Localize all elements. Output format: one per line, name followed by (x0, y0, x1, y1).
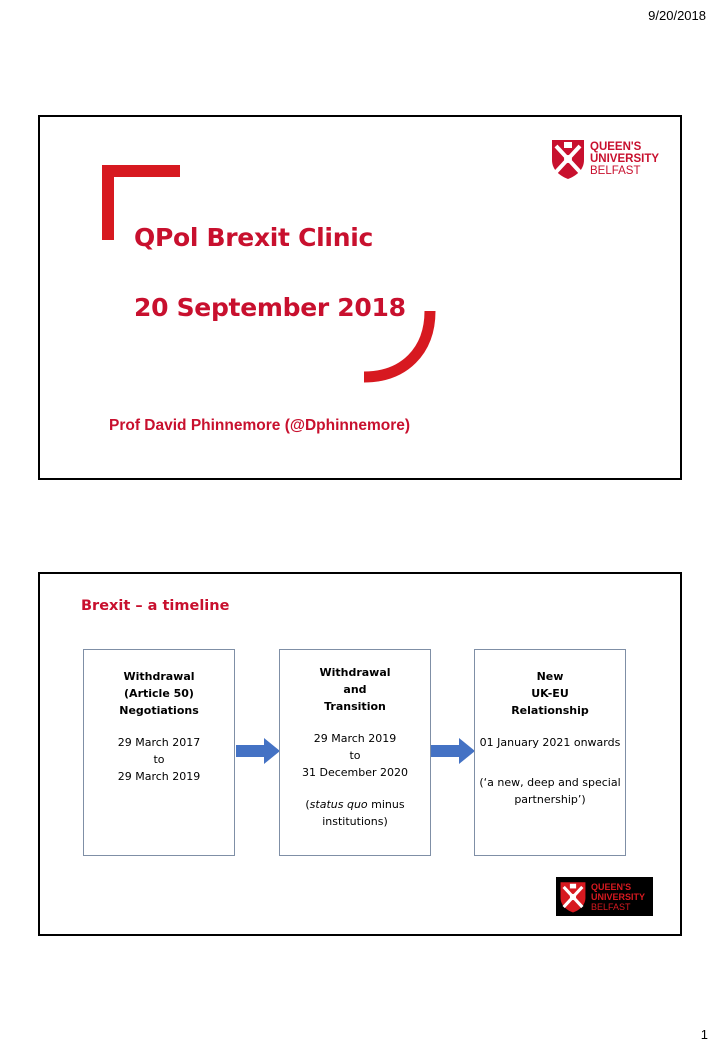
stage-title-line: and (343, 683, 367, 696)
stage-box-negotiations (83, 649, 235, 856)
stage-note: (status quo minus institutions) (280, 796, 430, 830)
timeline-slide (38, 572, 682, 936)
status-quo-italic: status quo (309, 798, 368, 811)
qub-logo-line3: BELFAST (591, 901, 631, 912)
qub-logo-line2: UNIVERSITY (590, 153, 660, 165)
stage-box-relationship (474, 649, 626, 856)
stage-date-line: to (349, 749, 361, 762)
qub-crest-icon (559, 880, 587, 914)
stage-title-line: Relationship (511, 704, 589, 717)
arc-decoration (358, 305, 440, 387)
stage-date-line: 29 March 2017 (117, 736, 201, 749)
stage-date-line: to (153, 753, 165, 766)
page-date: 9/20/2018 (648, 8, 706, 23)
stage-date-line: 29 March 2019 (313, 732, 397, 745)
title-slide (38, 115, 682, 480)
stage-note-line: partnership’) (514, 793, 586, 806)
stage-date-line: 29 March 2019 (117, 770, 201, 783)
qub-logo (550, 135, 666, 183)
qub-crest-icon (550, 138, 586, 180)
slide-title: QPol Brexit Clinic (134, 223, 373, 252)
stage-box-transition (279, 649, 431, 856)
qub-logo-line2: UNIVERSITY (591, 891, 646, 902)
qub-logo-line1: QUEEN'S (591, 881, 632, 892)
stage-date-line: 01 January 2021 onwards (479, 736, 621, 749)
qub-logo-line3: BELFAST (590, 165, 641, 177)
stage-title-line: Negotiations (119, 704, 199, 717)
stage-title-line: Withdrawal (319, 666, 391, 679)
qub-logo-line1: QUEEN'S (590, 141, 642, 153)
slide-date-title: 20 September 2018 (134, 293, 406, 322)
stage-title-line: Withdrawal (123, 670, 195, 683)
stage-date-line: 31 December 2020 (301, 766, 409, 779)
slide-heading: Brexit – a timeline (81, 598, 230, 614)
stage-note-line: institutions) (322, 815, 388, 828)
stage-title-line: (Article 50) (124, 687, 194, 700)
stage-title-line: UK-EU (531, 687, 569, 700)
page-number: 1 (700, 1027, 708, 1042)
right-arrow-icon (431, 738, 475, 764)
stage-title-line: Transition (324, 700, 386, 713)
right-arrow-icon (236, 738, 280, 764)
stage-title-line: New (536, 670, 564, 683)
presenter-name: Prof David Phinnemore (@Dphinnemore) (109, 417, 411, 434)
qub-logo (556, 877, 653, 916)
stage-note-line: (‘a new, deep and special (479, 776, 621, 789)
